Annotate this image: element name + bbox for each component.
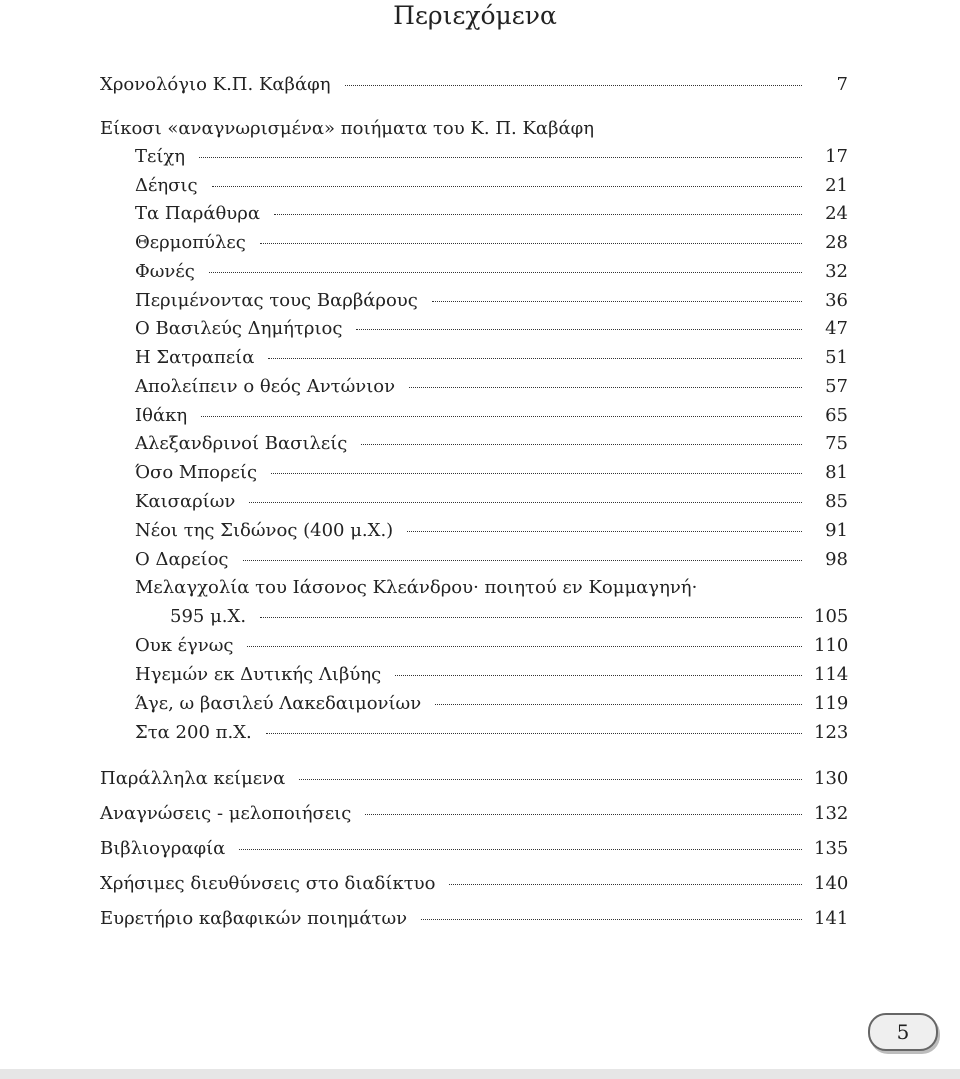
dot-leader bbox=[249, 502, 802, 503]
toc-entry[interactable] bbox=[135, 203, 848, 225]
dot-leader bbox=[421, 919, 802, 920]
toc-entry-page: 135 bbox=[814, 838, 849, 859]
page-title: Περιεχόμενα bbox=[393, 1, 557, 30]
toc-entry-title: Η Σατραπεία bbox=[135, 347, 255, 368]
page-number-badge: 5 bbox=[868, 1013, 938, 1051]
toc-entry-title: Αναγνώσεις - μελοποιήσεις bbox=[100, 803, 352, 824]
dot-leader bbox=[365, 814, 802, 815]
dot-leader bbox=[361, 444, 802, 445]
toc-entry-title: Απολείπειν ο θεός Αντώνιον bbox=[135, 376, 396, 397]
toc-entry-page: 21 bbox=[825, 175, 848, 196]
dot-leader bbox=[432, 301, 802, 302]
toc-entry[interactable] bbox=[135, 405, 848, 427]
dot-leader bbox=[260, 617, 802, 618]
toc-entry[interactable] bbox=[100, 803, 848, 825]
toc-entry[interactable] bbox=[100, 838, 848, 860]
dot-leader bbox=[409, 387, 802, 388]
toc-entry-page: 91 bbox=[825, 520, 848, 541]
toc-entry-title: Τείχη bbox=[135, 146, 186, 167]
toc-entry[interactable] bbox=[135, 175, 848, 197]
toc-entry-page: 51 bbox=[825, 347, 848, 368]
dot-leader bbox=[395, 675, 802, 676]
toc-entry-title: Καισαρίων bbox=[135, 491, 236, 512]
toc-entry[interactable] bbox=[135, 232, 848, 254]
dot-leader bbox=[299, 779, 802, 780]
dot-leader bbox=[243, 560, 802, 561]
toc-entry-page: 17 bbox=[825, 146, 848, 167]
toc-entry-title: Ηγεμών εκ Δυτικής Λιβύης bbox=[135, 664, 382, 685]
toc-entry-title: Ιθάκη bbox=[135, 405, 188, 426]
toc-entry[interactable] bbox=[135, 318, 848, 340]
toc-entry[interactable] bbox=[135, 664, 848, 686]
toc-entry-page: 7 bbox=[836, 74, 848, 95]
toc-entry-title: Βιβλιογραφία bbox=[100, 838, 226, 859]
toc-entry-title: 595 μ.Χ. bbox=[170, 606, 247, 627]
dot-leader bbox=[449, 884, 802, 885]
page-bottom-edge bbox=[0, 1069, 960, 1079]
toc-entry[interactable] bbox=[135, 462, 848, 484]
toc-entry-page: 47 bbox=[825, 318, 848, 339]
toc-entry-title: Νέοι της Σιδώνος (400 μ.Χ.) bbox=[135, 520, 394, 541]
toc-entry-page: 141 bbox=[814, 908, 849, 929]
dot-leader bbox=[260, 243, 802, 244]
toc-entry-title: Θερμοπύλες bbox=[135, 232, 246, 253]
toc-entry-title: Τα Παράθυρα bbox=[135, 203, 260, 224]
toc-entry[interactable] bbox=[135, 146, 848, 168]
toc-entry-title: Περιμένοντας τους Βαρβάρους bbox=[135, 290, 418, 311]
dot-leader bbox=[209, 272, 802, 273]
toc-entry-page: 36 bbox=[825, 290, 848, 311]
toc-entry[interactable] bbox=[100, 74, 848, 96]
toc-entry-page: 119 bbox=[814, 693, 849, 714]
toc-entry[interactable] bbox=[100, 908, 848, 930]
toc-entry-page: 130 bbox=[814, 768, 849, 789]
toc-entry[interactable] bbox=[135, 376, 848, 398]
toc-entry[interactable] bbox=[135, 290, 848, 312]
toc-entry[interactable] bbox=[135, 693, 848, 715]
toc-entry-page: 123 bbox=[814, 722, 849, 743]
toc-entry-page: 85 bbox=[825, 491, 848, 512]
toc-entry-page: 98 bbox=[825, 549, 848, 570]
toc-entry-page: 105 bbox=[814, 606, 849, 627]
dot-leader bbox=[435, 704, 802, 705]
toc-entry-title: Ο Δαρείος bbox=[135, 549, 229, 570]
dot-leader bbox=[239, 849, 802, 850]
dot-leader bbox=[356, 329, 802, 330]
toc-entry[interactable] bbox=[135, 635, 848, 657]
dot-leader bbox=[407, 531, 802, 532]
toc-entry-title: Παράλληλα κείμενα bbox=[100, 768, 286, 789]
toc-entry-page: 32 bbox=[825, 261, 848, 282]
toc-entry[interactable] bbox=[135, 261, 848, 283]
toc-entry-title: Χρήσιμες διευθύνσεις στο διαδίκτυο bbox=[100, 873, 436, 894]
dot-leader bbox=[212, 186, 802, 187]
dot-leader bbox=[271, 473, 802, 474]
toc-entry-title-line: Μελαγχολία του Ιάσονος Κλεάνδρου· ποιητού εν Κομμαγηνή· bbox=[135, 577, 698, 598]
toc-entry-title: Ο Βασιλεύς Δημήτριος bbox=[135, 318, 343, 339]
toc-entry[interactable] bbox=[135, 520, 848, 542]
toc-entry-page: 57 bbox=[825, 376, 848, 397]
toc-entry-page: 132 bbox=[814, 803, 849, 824]
toc-entry-title: Άγε, ω βασιλεύ Λακεδαιμονίων bbox=[135, 693, 422, 714]
toc-entry-title: Ευρετήριο καβαφικών ποιημάτων bbox=[100, 908, 408, 929]
toc-entry-title: Χρονολόγιο Κ.Π. Καβάφη bbox=[100, 74, 331, 95]
toc-entry[interactable] bbox=[135, 491, 848, 513]
toc-entry[interactable] bbox=[170, 606, 848, 628]
toc-entry[interactable] bbox=[135, 347, 848, 369]
toc-entry-page: 140 bbox=[814, 873, 849, 894]
toc-entry[interactable] bbox=[135, 433, 848, 455]
dot-leader bbox=[199, 157, 802, 158]
toc-entry[interactable] bbox=[135, 549, 848, 571]
toc-entry-page: 110 bbox=[814, 635, 849, 656]
toc-section-heading: Είκοσι «αναγνωρισμένα» ποιήματα του Κ. Π. Καβάφη bbox=[100, 118, 595, 139]
toc-entry-page: 81 bbox=[825, 462, 848, 483]
toc-entry-page: 65 bbox=[825, 405, 848, 426]
toc-entry-title: Ουκ έγνως bbox=[135, 635, 234, 656]
toc-entry[interactable] bbox=[100, 873, 848, 895]
dot-leader bbox=[345, 85, 803, 86]
toc-entry-title: Φωνές bbox=[135, 261, 195, 282]
dot-leader bbox=[266, 733, 802, 734]
toc-entry-title: Δέησις bbox=[135, 175, 198, 196]
toc-entry-page: 75 bbox=[825, 433, 848, 454]
toc-entry[interactable] bbox=[100, 768, 848, 790]
toc-entry-title: Όσο Μπορείς bbox=[135, 462, 258, 483]
toc-entry-page: 114 bbox=[814, 664, 849, 685]
dot-leader bbox=[201, 416, 802, 417]
dot-leader bbox=[268, 358, 802, 359]
toc-entry-title: Στα 200 π.Χ. bbox=[135, 722, 252, 743]
toc-entry-title: Αλεξανδρινοί Βασιλείς bbox=[135, 433, 348, 454]
toc-entry-page: 24 bbox=[825, 203, 848, 224]
toc-entry[interactable] bbox=[135, 722, 848, 744]
toc-entry-page: 28 bbox=[825, 232, 848, 253]
dot-leader bbox=[247, 646, 802, 647]
dot-leader bbox=[274, 214, 802, 215]
